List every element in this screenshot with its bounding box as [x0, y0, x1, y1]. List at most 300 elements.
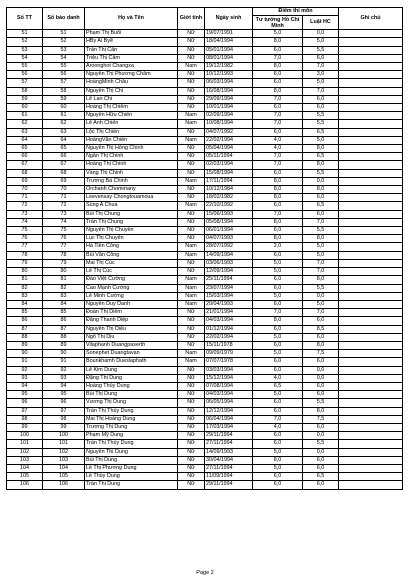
cell-stt: 103	[7, 456, 43, 464]
cell-score-ho-chi-minh: 8,0	[253, 87, 303, 95]
cell-gender: Nam	[178, 350, 205, 358]
header-sbd: Số báo danh	[43, 8, 85, 30]
cell-score-ho-chi-minh: 5,0	[253, 30, 303, 38]
cell-dob: 17/03/1994	[205, 423, 253, 431]
cell-note	[339, 251, 403, 259]
cell-name: Hoàng Thị Chiêm	[85, 104, 178, 112]
cell-gender: Nữ	[178, 71, 205, 79]
cell-name: Lê Thị Phương Dung	[85, 464, 178, 472]
cell-note	[339, 169, 403, 177]
cell-score-luat-hc: 7,0	[303, 259, 339, 267]
table-row	[7, 194, 403, 202]
cell-score-luat-hc: 6,0	[303, 391, 339, 399]
cell-name: HBy Ai Byẽ	[85, 38, 178, 46]
cell-gender: Nữ	[178, 464, 205, 472]
cell-score-ho-chi-minh: 8,0	[253, 456, 303, 464]
cell-dob: 29/11/1994	[205, 481, 253, 489]
cell-score-luat-hc: 6,0	[303, 210, 339, 218]
table-row	[7, 292, 403, 300]
cell-dob: 15/03/1994	[205, 292, 253, 300]
cell-sbd: 73	[43, 210, 85, 218]
cell-dob: 15/12/1994	[205, 374, 253, 382]
cell-dob: 15/11/1978	[205, 341, 253, 349]
cell-sbd: 77	[43, 243, 85, 251]
cell-score-luat-hc: 6,5	[303, 128, 339, 136]
table-row	[7, 71, 403, 79]
cell-gender: Nam	[178, 292, 205, 300]
cell-note	[339, 473, 403, 481]
table-row	[7, 46, 403, 54]
cell-name: Vilaphanh Duangpaserth	[85, 341, 178, 349]
cell-sbd: 61	[43, 112, 85, 120]
cell-sbd: 96	[43, 399, 85, 407]
cell-name: Sùng A Chua	[85, 202, 178, 210]
table-row	[7, 440, 403, 448]
cell-sbd: 51	[43, 30, 85, 38]
cell-score-luat-hc: 6,0	[303, 333, 339, 341]
cell-note	[339, 391, 403, 399]
cell-name: Vàng Thị Chinh	[85, 169, 178, 177]
cell-note	[339, 382, 403, 390]
cell-dob: 05/04/1994	[205, 145, 253, 153]
cell-score-ho-chi-minh: 6,0	[253, 46, 303, 54]
cell-note	[339, 333, 403, 341]
cell-score-luat-hc: 5,0	[303, 300, 339, 308]
cell-stt: 78	[7, 251, 43, 259]
cell-sbd: 89	[43, 341, 85, 349]
cell-score-ho-chi-minh: 4,0	[253, 136, 303, 144]
cell-gender: Nữ	[178, 95, 205, 103]
table-row	[7, 210, 403, 218]
cell-stt: 106	[7, 481, 43, 489]
cell-score-luat-hc: 5,5	[303, 399, 339, 407]
cell-gender: Nam	[178, 177, 205, 185]
cell-stt: 59	[7, 95, 43, 103]
table-row	[7, 317, 403, 325]
cell-stt: 69	[7, 177, 43, 185]
table-row	[7, 423, 403, 431]
cell-note	[339, 243, 403, 251]
table-row	[7, 38, 403, 46]
cell-name: Lê Minh Cường	[85, 292, 178, 300]
cell-dob: 25/11/1994	[205, 276, 253, 284]
table-row	[7, 243, 403, 251]
cell-gender: Nữ	[178, 382, 205, 390]
cell-name: Nguyễn Hữu Chiến	[85, 112, 178, 120]
cell-gender: Nữ	[178, 325, 205, 333]
cell-dob: 16/08/1994	[205, 87, 253, 95]
cell-note	[339, 63, 403, 71]
cell-name: Trần Thị Thùy Dung	[85, 407, 178, 415]
cell-score-luat-hc: 6,0	[303, 423, 339, 431]
table-row	[7, 374, 403, 382]
table-row	[7, 448, 403, 456]
cell-note	[339, 71, 403, 79]
cell-sbd: 91	[43, 358, 85, 366]
cell-score-ho-chi-minh: 6,0	[253, 202, 303, 210]
cell-name: Bùi Văn Công	[85, 251, 178, 259]
cell-sbd: 95	[43, 391, 85, 399]
cell-gender: Nữ	[178, 407, 205, 415]
cell-stt: 83	[7, 292, 43, 300]
cell-gender: Nữ	[178, 235, 205, 243]
cell-stt: 73	[7, 210, 43, 218]
cell-name: Lê Lan Chi	[85, 95, 178, 103]
cell-stt: 98	[7, 415, 43, 423]
cell-name: Nguyễn Thị Dung	[85, 448, 178, 456]
cell-dob: 28/07/1992	[205, 243, 253, 251]
cell-gender: Nữ	[178, 186, 205, 194]
cell-dob: 09/09/1979	[205, 350, 253, 358]
cell-note	[339, 341, 403, 349]
cell-gender: Nam	[178, 202, 205, 210]
cell-score-luat-hc: 6,0	[303, 54, 339, 62]
table-row	[7, 325, 403, 333]
cell-sbd: 69	[43, 177, 85, 185]
cell-score-ho-chi-minh: 6,0	[253, 284, 303, 292]
cell-sbd: 104	[43, 464, 85, 472]
cell-dob: 03/03/1994	[205, 366, 253, 374]
cell-sbd: 59	[43, 95, 85, 103]
cell-gender: Nữ	[178, 194, 205, 202]
cell-gender: Nam	[178, 120, 205, 128]
cell-stt: 60	[7, 104, 43, 112]
cell-sbd: 98	[43, 415, 85, 423]
table-row	[7, 202, 403, 210]
cell-dob: 20/04/1993	[205, 300, 253, 308]
cell-stt: 95	[7, 391, 43, 399]
cell-sbd: 83	[43, 292, 85, 300]
cell-score-luat-hc: 8,0	[303, 145, 339, 153]
cell-gender: Nữ	[178, 456, 205, 464]
cell-gender: Nữ	[178, 227, 205, 235]
cell-score-ho-chi-minh: 6,0	[253, 251, 303, 259]
cell-sbd: 79	[43, 259, 85, 267]
cell-gender: Nữ	[178, 54, 205, 62]
cell-note	[339, 120, 403, 128]
cell-stt: 67	[7, 161, 43, 169]
table-row	[7, 464, 403, 472]
cell-gender: Nữ	[178, 79, 205, 87]
cell-score-ho-chi-minh: 5,0	[253, 448, 303, 456]
cell-gender: Nữ	[178, 161, 205, 169]
cell-note	[339, 112, 403, 120]
cell-sbd: 90	[43, 350, 85, 358]
cell-score-luat-hc: 7,0	[303, 87, 339, 95]
cell-note	[339, 374, 403, 382]
cell-score-ho-chi-minh: 8,0	[253, 177, 303, 185]
cell-stt: 66	[7, 153, 43, 161]
cell-score-ho-chi-minh: 7,0	[253, 153, 303, 161]
cell-sbd: 85	[43, 309, 85, 317]
cell-note	[339, 366, 403, 374]
cell-note	[339, 407, 403, 415]
cell-dob: 02/09/1994	[205, 112, 253, 120]
header-scores-group: Điểm thi môn	[253, 8, 339, 16]
cell-dob: 11/09/1994	[205, 473, 253, 481]
cell-score-ho-chi-minh: 5,0	[253, 350, 303, 358]
cell-name: Lê Thị Cúc	[85, 268, 178, 276]
cell-sbd: 62	[43, 120, 85, 128]
cell-score-ho-chi-minh: 6,0	[253, 366, 303, 374]
cell-score-ho-chi-minh: 6,0	[253, 128, 303, 136]
cell-stt: 54	[7, 54, 43, 62]
cell-note	[339, 104, 403, 112]
cell-score-ho-chi-minh: 8,0	[253, 186, 303, 194]
cell-dob: 19/07/1991	[205, 30, 253, 38]
cell-sbd: 100	[43, 432, 85, 440]
cell-sbd: 70	[43, 186, 85, 194]
cell-dob: 05/08/1994	[205, 218, 253, 226]
cell-stt: 104	[7, 464, 43, 472]
cell-note	[339, 95, 403, 103]
cell-score-ho-chi-minh: 6,5	[253, 382, 303, 390]
cell-score-luat-hc: 0,0	[303, 374, 339, 382]
cell-score-ho-chi-minh: 5,0	[253, 464, 303, 472]
cell-dob: 22/02/1994	[205, 333, 253, 341]
cell-score-luat-hc: 6,0	[303, 104, 339, 112]
cell-score-luat-hc: 0,0	[303, 30, 339, 38]
cell-dob: 07/08/1994	[205, 382, 253, 390]
cell-gender: Nam	[178, 300, 205, 308]
cell-gender: Nữ	[178, 104, 205, 112]
cell-score-luat-hc: 6,5	[303, 153, 339, 161]
cell-sbd: 102	[43, 448, 85, 456]
cell-note	[339, 218, 403, 226]
cell-gender: Nữ	[178, 30, 205, 38]
cell-note	[339, 432, 403, 440]
cell-stt: 105	[7, 473, 43, 481]
cell-note	[339, 153, 403, 161]
table-row	[7, 309, 403, 317]
table-row	[7, 169, 403, 177]
cell-dob: 17/11/1994	[205, 177, 253, 185]
cell-sbd: 74	[43, 218, 85, 226]
cell-score-ho-chi-minh: 8,0	[253, 38, 303, 46]
cell-stt: 64	[7, 136, 43, 144]
cell-name: Hoàng Thị Chinh	[85, 161, 178, 169]
cell-dob: 22/10/1992	[205, 202, 253, 210]
cell-dob: 04/03/1994	[205, 391, 253, 399]
cell-score-ho-chi-minh: 6,0	[253, 399, 303, 407]
cell-sbd: 52	[43, 38, 85, 46]
table-row	[7, 399, 403, 407]
table-row	[7, 112, 403, 120]
cell-score-luat-hc: 5,5	[303, 46, 339, 54]
cell-name: Lê Thùy Dung	[85, 473, 178, 481]
cell-stt: 89	[7, 341, 43, 349]
cell-note	[339, 415, 403, 423]
cell-stt: 51	[7, 30, 43, 38]
cell-note	[339, 194, 403, 202]
cell-name: Trần Thị Dung	[85, 481, 178, 489]
cell-gender: Nữ	[178, 309, 205, 317]
header-gender: Giới tính	[178, 8, 205, 30]
cell-sbd: 88	[43, 333, 85, 341]
cell-note	[339, 128, 403, 136]
cell-score-luat-hc: 8,0	[303, 186, 339, 194]
table-row	[7, 251, 403, 259]
cell-score-luat-hc: 6,0	[303, 464, 339, 472]
cell-sbd: 57	[43, 79, 85, 87]
cell-score-ho-chi-minh: 6,0	[253, 276, 303, 284]
cell-score-ho-chi-minh: 6,0	[253, 440, 303, 448]
cell-sbd: 101	[43, 440, 85, 448]
cell-score-ho-chi-minh: 8,0	[253, 218, 303, 226]
cell-name: Cao Mạnh Cường	[85, 284, 178, 292]
cell-dob: 12/12/1994	[205, 407, 253, 415]
cell-note	[339, 210, 403, 218]
table-row	[7, 391, 403, 399]
cell-score-luat-hc: 5,5	[303, 227, 339, 235]
cell-stt: 97	[7, 407, 43, 415]
table-row	[7, 120, 403, 128]
cell-score-ho-chi-minh: 5,0	[253, 333, 303, 341]
cell-dob: 15/08/1994	[205, 169, 253, 177]
cell-note	[339, 358, 403, 366]
table-row	[7, 350, 403, 358]
cell-gender: Nữ	[178, 448, 205, 456]
cell-sbd: 93	[43, 374, 85, 382]
header-dob: Ngày sinh	[205, 8, 253, 30]
score-sheet	[6, 7, 402, 490]
cell-sbd: 53	[43, 46, 85, 54]
cell-stt: 86	[7, 317, 43, 325]
cell-stt: 77	[7, 243, 43, 251]
cell-name: Trần Thị Thùy Dung	[85, 440, 178, 448]
cell-score-ho-chi-minh: 6,0	[253, 325, 303, 333]
table-row	[7, 235, 403, 243]
cell-gender: Nữ	[178, 391, 205, 399]
cell-sbd: 92	[43, 366, 85, 374]
cell-dob: 27/11/1994	[205, 440, 253, 448]
cell-score-luat-hc: 8,5	[303, 325, 339, 333]
cell-sbd: 66	[43, 153, 85, 161]
cell-gender: Nam	[178, 112, 205, 120]
table-row	[7, 79, 403, 87]
cell-stt: 52	[7, 38, 43, 46]
cell-note	[339, 456, 403, 464]
table-row	[7, 186, 403, 194]
cell-gender: Nữ	[178, 145, 205, 153]
table-row	[7, 481, 403, 489]
cell-score-ho-chi-minh: 6,0	[253, 473, 303, 481]
cell-sbd: 67	[43, 161, 85, 169]
cell-sbd: 76	[43, 235, 85, 243]
header-stt: Số TT	[7, 8, 43, 30]
cell-name: Nguyễn Thị Chi	[85, 87, 178, 95]
cell-sbd: 58	[43, 87, 85, 95]
cell-dob: 14/09/1993	[205, 448, 253, 456]
cell-dob: 06/01/1994	[205, 227, 253, 235]
cell-name: Sonephet Duangtavan	[85, 350, 178, 358]
cell-dob: 19/12/1982	[205, 63, 253, 71]
table-row	[7, 54, 403, 62]
cell-gender: Nam	[178, 251, 205, 259]
cell-note	[339, 309, 403, 317]
cell-score-luat-hc: 7,0	[303, 218, 339, 226]
cell-sbd: 75	[43, 227, 85, 235]
cell-stt: 74	[7, 218, 43, 226]
table-row	[7, 153, 403, 161]
cell-note	[339, 325, 403, 333]
table-row	[7, 341, 403, 349]
cell-note	[339, 481, 403, 489]
cell-note	[339, 464, 403, 472]
table-row	[7, 161, 403, 169]
cell-stt: 63	[7, 128, 43, 136]
cell-stt: 53	[7, 46, 43, 54]
cell-dob: 18/04/1994	[205, 38, 253, 46]
cell-sbd: 97	[43, 407, 85, 415]
cell-stt: 102	[7, 448, 43, 456]
cell-score-luat-hc: 7,0	[303, 268, 339, 276]
table-row	[7, 407, 403, 415]
table-row	[7, 95, 403, 103]
cell-score-ho-chi-minh: 6,0	[253, 169, 303, 177]
cell-score-luat-hc: 6,0	[303, 456, 339, 464]
cell-score-luat-hc: 0,0	[303, 448, 339, 456]
cell-score-ho-chi-minh: 7,0	[253, 210, 303, 218]
cell-gender: Nữ	[178, 333, 205, 341]
cell-stt: 79	[7, 259, 43, 267]
cell-gender: Nữ	[178, 374, 205, 382]
cell-note	[339, 276, 403, 284]
table-row	[7, 104, 403, 112]
cell-dob: 15/06/1993	[205, 210, 253, 218]
cell-dob: 30/04/1994	[205, 456, 253, 464]
cell-name: Aroonghot Changxa	[85, 63, 178, 71]
cell-sbd: 105	[43, 473, 85, 481]
cell-note	[339, 300, 403, 308]
cell-score-luat-hc: 5,5	[303, 169, 339, 177]
cell-name: Ngô Thị Dịu	[85, 333, 178, 341]
cell-note	[339, 448, 403, 456]
header-note: Ghi chú	[339, 8, 403, 30]
cell-score-ho-chi-minh: 5,0	[253, 268, 303, 276]
cell-name: Trương Thị Dung	[85, 423, 178, 431]
cell-gender: Nữ	[178, 317, 205, 325]
table-row	[7, 366, 403, 374]
cell-name: Hoàng Thùy Dung	[85, 382, 178, 390]
cell-name: Bùi Thị Dung	[85, 456, 178, 464]
cell-sbd: 56	[43, 71, 85, 79]
header-row-1	[7, 8, 403, 16]
cell-score-ho-chi-minh: 7,0	[253, 415, 303, 423]
cell-sbd: 80	[43, 268, 85, 276]
header-score-luat-hc: Luật HC	[303, 16, 339, 30]
cell-score-luat-hc: 0,0	[303, 366, 339, 374]
cell-name: Bùi Thị Chung	[85, 210, 178, 218]
cell-sbd: 87	[43, 325, 85, 333]
cell-score-ho-chi-minh: 6,0	[253, 407, 303, 415]
cell-name: Nguyễn Duy Danh	[85, 300, 178, 308]
cell-score-luat-hc: 5,5	[303, 284, 339, 292]
table-row	[7, 128, 403, 136]
cell-sbd: 103	[43, 456, 85, 464]
cell-name: Nguyễn Thị Diệu	[85, 325, 178, 333]
page-footer: Page 2	[196, 570, 214, 576]
cell-dob: 10/12/1993	[205, 71, 253, 79]
cell-gender: Nam	[178, 276, 205, 284]
cell-name: Phạm Mỹ Dung	[85, 432, 178, 440]
cell-score-ho-chi-minh: 8,0	[253, 194, 303, 202]
cell-gender: Nữ	[178, 210, 205, 218]
table-row	[7, 268, 403, 276]
cell-dob: 18/02/1982	[205, 194, 253, 202]
cell-dob: 23/07/1994	[205, 284, 253, 292]
cell-score-ho-chi-minh: 6,0	[253, 341, 303, 349]
